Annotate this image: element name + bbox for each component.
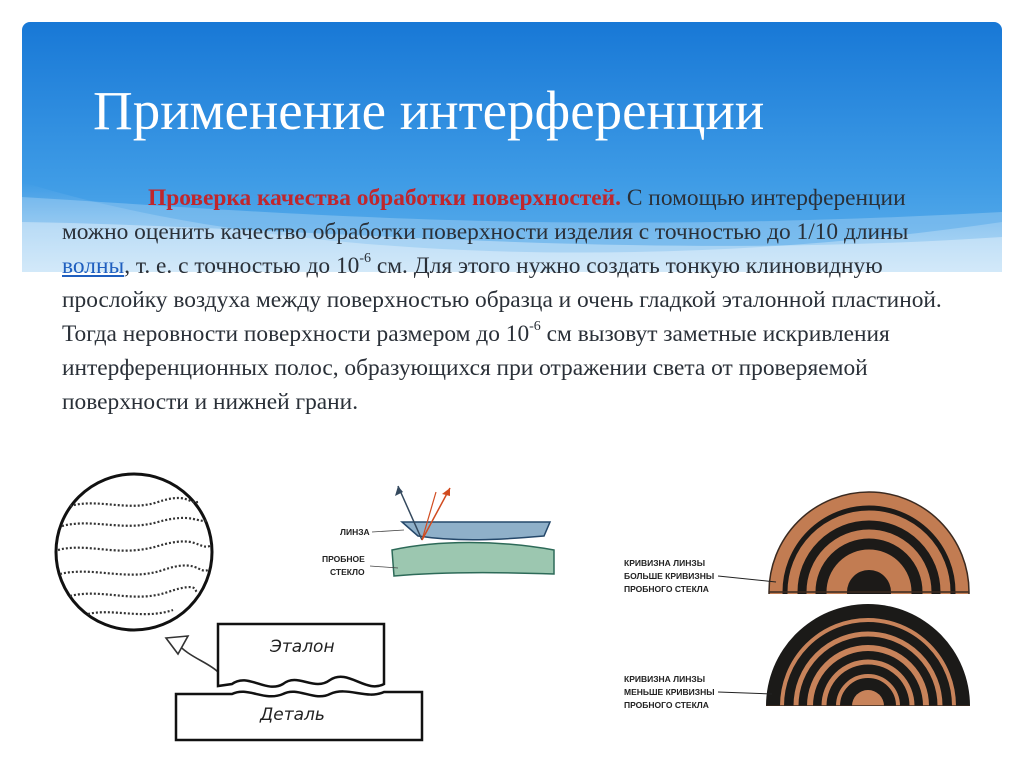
test-glass-shape	[392, 543, 554, 577]
test-glass-label-1: ПРОБНОЕ	[322, 554, 365, 564]
wave-link[interactable]: волны	[62, 253, 125, 279]
top-caption-line-1: КРИВИЗНА ЛИНЗЫ	[624, 558, 706, 568]
newton-rings-figure	[596, 484, 986, 724]
etalon-label: Эталон	[270, 637, 335, 657]
body-text-2: , т. е. с точностью до 10	[124, 253, 360, 279]
body-paragraph	[62, 181, 972, 419]
etalon-plate	[218, 624, 384, 687]
lens-label: ЛИНЗА	[340, 527, 370, 537]
bottom-caption-line-2: МЕНЬШЕ КРИВИЗНЫ	[624, 687, 715, 697]
lens-test-glass-figure	[318, 478, 578, 588]
top-caption-line-3: ПРОБНОГО СТЕКЛА	[624, 584, 709, 594]
exponent-1: -6	[359, 251, 372, 267]
body-text-4: см вызовут заметные искривления интерференционных полос, образующихся при отражении света от проверяемой поверхности и нижней грани.	[62, 321, 890, 415]
top-caption-line-2: БОЛЬШЕ КРИВИЗНЫ	[624, 571, 715, 581]
test-glass-label-2: СТЕКЛО	[330, 567, 365, 577]
bottom-caption-line-1: КРИВИЗНА ЛИНЗЫ	[624, 674, 706, 684]
body-text-1: С помощью интерференции можно оценить качество обработки поверхности изделия с точностью до 1/10 длины	[62, 185, 909, 245]
bottom-caption-line-3: ПРОБНОГО СТЕКЛА	[624, 700, 709, 710]
slide-title: Применение интерференции	[93, 80, 765, 141]
top-caption	[624, 558, 776, 594]
exponent-2: -6	[529, 319, 541, 335]
fringe-circle	[56, 474, 212, 630]
rings-bottom	[766, 604, 970, 724]
detail-plate	[176, 691, 422, 740]
body-text-3: см. Для этого нужно создать тонкую клиновидную прослойку воздуха между поверхностью образца и очень гладкой эталонной пластиной. Тогда неровности поверхности размером до 10	[62, 253, 942, 347]
arrow-icon	[166, 636, 218, 672]
bottom-caption	[624, 674, 772, 710]
detail-label: Деталь	[260, 705, 325, 725]
lead-heading: Проверка качества обработки поверхностей.	[148, 185, 622, 211]
